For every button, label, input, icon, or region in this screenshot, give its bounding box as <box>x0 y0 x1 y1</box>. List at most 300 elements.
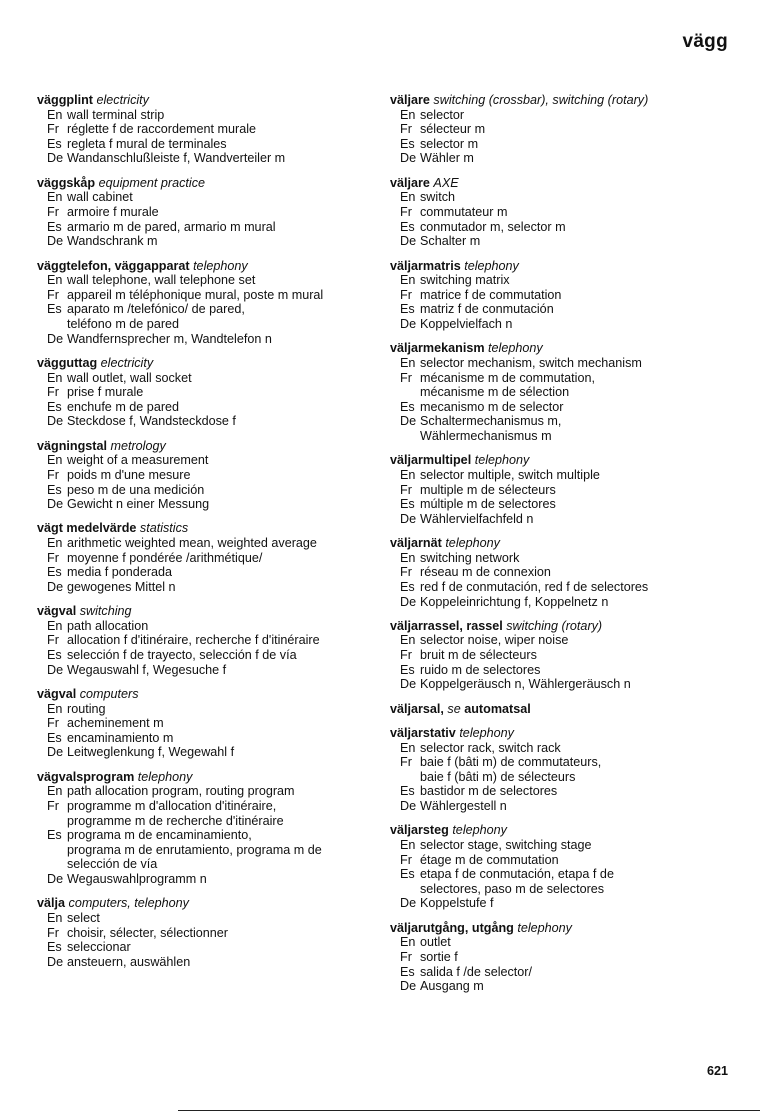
translation-line <box>390 122 740 137</box>
translation-line <box>37 536 382 551</box>
language-code: De <box>47 234 64 249</box>
translation-line <box>390 784 740 799</box>
language-code: De <box>400 979 417 994</box>
subject-field: equipment practice <box>98 175 206 190</box>
subject-field: switching (rotary) <box>506 618 603 633</box>
language-code: Fr <box>47 925 59 940</box>
translation-text: Wandanschlußleiste f, Wandverteiler m <box>67 151 286 166</box>
translation-text: armario m de pared, armario m mural <box>67 219 276 234</box>
translation-line <box>37 565 382 580</box>
translation-text: Koppeleinrichtung f, Koppelnetz n <box>420 594 609 609</box>
dictionary-entry <box>37 770 382 887</box>
headword-term: väljarmekanism <box>390 341 485 356</box>
subject-field: telephony <box>517 920 572 935</box>
bottom-rule <box>178 1110 760 1111</box>
headword-term: välja <box>37 896 66 911</box>
translation-text: selector noise, wiper noise <box>420 633 569 648</box>
dictionary-entry <box>37 521 382 594</box>
translation-line <box>37 137 382 152</box>
translation-text: ansteuern, auswählen <box>67 954 191 969</box>
dictionary-entry <box>390 536 740 609</box>
translation-text: programme m d'allocation d'itinéraire, <box>67 799 277 814</box>
translation-text: programme m de recherche d'itinéraire <box>67 813 284 828</box>
translation-line <box>37 151 382 166</box>
translation-line <box>37 648 382 663</box>
language-code: En <box>47 190 63 205</box>
translation-line <box>37 483 382 498</box>
translation-text: sortie f <box>420 949 458 964</box>
entry-headword <box>37 439 382 454</box>
translation-text: baie f (bâti m) de commutateurs, <box>420 755 602 770</box>
subject-field: telephony <box>459 725 514 740</box>
translation-line <box>390 741 740 756</box>
translation-text: wall outlet, wall socket <box>67 370 192 385</box>
translation-line <box>390 770 740 785</box>
translation-text: sélecteur m <box>420 122 486 137</box>
language-code: Es <box>47 940 62 955</box>
translation-text: allocation f d'itinéraire, recherche f d'itinéraire <box>67 633 320 648</box>
translation-line <box>37 234 382 249</box>
headword-term: väljare <box>390 93 430 107</box>
translation-text: path allocation <box>67 618 149 633</box>
language-code: En <box>47 370 63 385</box>
language-code: En <box>47 618 63 633</box>
language-code: Fr <box>47 633 59 648</box>
translation-line <box>390 799 740 814</box>
subject-field: switching <box>79 604 132 619</box>
subject-field: telephony <box>474 453 530 468</box>
translation-text: Wähler m <box>420 151 474 166</box>
translation-line <box>37 940 382 955</box>
translation-text: selector rack, switch rack <box>420 740 561 755</box>
language-code: Es <box>400 784 415 799</box>
entry-headword <box>390 823 740 838</box>
language-code: Es <box>47 730 62 745</box>
language-code <box>37 317 67 332</box>
translation-line <box>390 965 740 980</box>
entry-headword <box>390 536 740 551</box>
translation-text: Koppelvielfach n <box>420 317 513 332</box>
translation-line <box>37 453 382 468</box>
translation-text: Gewicht n einer Messung <box>67 497 210 512</box>
language-code: En <box>47 701 63 716</box>
translation-text: Koppelstufe f <box>420 896 494 911</box>
translation-text: salida f /de selector/ <box>420 964 533 979</box>
translation-text: Leitweglenkung f, Wegewahl f <box>67 745 235 760</box>
language-code: Fr <box>47 205 59 220</box>
translation-text: red f de conmutación, red f de selectores <box>420 579 649 594</box>
translation-line <box>390 648 740 663</box>
translation-text: bruit m de sélecteurs <box>420 648 537 663</box>
translation-line <box>37 190 382 205</box>
dictionary-entry <box>390 341 740 443</box>
entry-headword <box>37 93 382 108</box>
translation-text: baie f (bâti m) de sélecteurs <box>420 769 576 784</box>
translation-text: bastidor m de selectores <box>420 784 558 799</box>
headword-term: väljarsal, <box>390 701 444 716</box>
translation-line <box>390 853 740 868</box>
translation-text: múltiple m de selectores <box>420 497 556 512</box>
language-code: De <box>400 151 417 166</box>
language-code: En <box>400 356 416 370</box>
translation-line <box>37 317 382 332</box>
translation-text: programa m de enrutamiento, programa m de <box>67 842 322 857</box>
right-column <box>390 93 740 1003</box>
page-header-word: vägg <box>682 31 728 52</box>
language-code: En <box>400 633 416 648</box>
language-code: En <box>400 550 416 565</box>
language-code: De <box>400 896 417 911</box>
translation-text: Ausgang m <box>420 979 484 994</box>
translation-line <box>390 190 740 205</box>
dictionary-entry <box>390 619 740 692</box>
translation-line <box>390 882 740 897</box>
translation-line <box>390 950 740 965</box>
entry-headword <box>390 702 740 717</box>
translation-line <box>390 468 740 483</box>
translation-line <box>37 497 382 512</box>
translation-text: Wegauswahlprogramm n <box>67 871 207 886</box>
translation-text: switching matrix <box>420 273 510 288</box>
entry-headword <box>37 521 382 536</box>
language-code: Fr <box>400 565 412 580</box>
translation-text: enchufe m de pared <box>67 399 180 414</box>
language-code: De <box>400 234 417 249</box>
translation-line <box>37 911 382 926</box>
translation-line <box>37 273 382 288</box>
language-code: En <box>47 273 63 288</box>
headword-term: väggtelefon, väggapparat <box>37 258 190 273</box>
translation-line <box>390 595 740 610</box>
translation-text: étage m de commutation <box>420 852 559 867</box>
translation-text: mécanisme m de sélection <box>420 385 570 400</box>
language-code: Es <box>47 399 62 414</box>
translation-text: select <box>67 910 100 925</box>
entry-headword <box>37 259 382 274</box>
translation-line <box>37 551 382 566</box>
translation-text: selección f de trayecto, selección f de vía <box>67 648 297 663</box>
translation-text: selector mechanism, switch mechanism <box>420 356 642 370</box>
language-code: Es <box>400 662 415 677</box>
translation-text: choisir, sélecter, sélectionner <box>67 925 229 940</box>
language-code: Es <box>47 136 62 151</box>
language-code: De <box>400 511 417 526</box>
translation-line <box>390 302 740 317</box>
translation-line <box>37 716 382 731</box>
language-code: En <box>400 935 416 950</box>
dictionary-entry <box>37 93 382 166</box>
translation-text: selectores, paso m de selectores <box>420 881 605 896</box>
language-code: En <box>47 784 63 799</box>
language-code: De <box>47 414 64 429</box>
translation-line <box>37 784 382 799</box>
dictionary-entry <box>390 453 740 526</box>
translation-text: selector multiple, switch multiple <box>420 467 600 482</box>
translation-text: Schaltermechanismus m, <box>420 414 562 429</box>
translation-line <box>390 414 740 429</box>
translation-text: arithmetic weighted mean, weighted average <box>67 536 317 551</box>
language-code: Es <box>47 302 62 317</box>
language-code: Fr <box>400 122 412 137</box>
translation-text: Steckdose f, Wandsteckdose f <box>67 414 236 429</box>
translation-line <box>390 483 740 498</box>
translation-text: matriz f de conmutación <box>420 302 554 317</box>
language-code: De <box>400 317 417 332</box>
subject-field: telephony <box>488 341 543 356</box>
headword-term: väggskåp <box>37 175 96 190</box>
translation-line <box>37 205 382 220</box>
translation-text: moyenne f pondérée /arithmétique/ <box>67 550 263 565</box>
translation-line <box>37 731 382 746</box>
translation-text: regleta f mural de terminales <box>67 136 227 151</box>
language-code: Fr <box>47 385 59 400</box>
translation-text: peso m de una medición <box>67 482 205 497</box>
subject-field: switching (crossbar), switching (rotary) <box>433 93 649 107</box>
translation-line <box>37 619 382 634</box>
subject-field: computers <box>79 686 139 701</box>
translation-line <box>37 955 382 970</box>
translation-text: Wählergestell n <box>420 799 507 814</box>
entry-headword <box>37 687 382 702</box>
language-code: De <box>400 414 417 429</box>
entry-headword <box>37 356 382 371</box>
dictionary-entry <box>390 259 740 332</box>
headword-term: väljarsteg <box>390 823 449 838</box>
subject-field: computers, telephony <box>68 896 189 911</box>
translation-text: weight of a measurement <box>67 453 209 468</box>
entry-headword <box>390 453 740 468</box>
translation-line <box>390 385 740 400</box>
translation-line <box>37 400 382 415</box>
translation-line <box>37 108 382 123</box>
translation-line <box>390 234 740 249</box>
language-code: Es <box>47 482 62 497</box>
translation-line <box>390 867 740 882</box>
language-code: Fr <box>400 949 412 964</box>
language-code: En <box>47 453 63 468</box>
translation-text: armoire f murale <box>67 205 159 220</box>
dictionary-entry <box>390 702 740 717</box>
translation-line <box>390 512 740 527</box>
translation-text: prise f murale <box>67 385 144 400</box>
translation-line <box>37 926 382 941</box>
translation-text: teléfono m de pared <box>67 317 180 332</box>
language-code: Es <box>400 136 415 151</box>
language-code: De <box>47 745 64 760</box>
dictionary-entry <box>37 259 382 347</box>
language-code: Es <box>47 648 62 663</box>
translation-line <box>37 663 382 678</box>
language-code: Fr <box>400 482 412 497</box>
translation-text: selección de vía <box>67 857 158 872</box>
translation-text: selector <box>420 107 465 122</box>
translation-line <box>37 702 382 717</box>
language-code: Fr <box>400 205 412 220</box>
subject-field: telephony <box>452 823 507 838</box>
translation-line <box>37 580 382 595</box>
language-code: Fr <box>47 716 59 731</box>
translation-line <box>390 220 740 235</box>
language-code <box>37 814 67 829</box>
translation-line <box>37 385 382 400</box>
dictionary-entry <box>390 823 740 911</box>
translation-text: encaminamiento m <box>67 730 174 745</box>
entry-headword <box>37 770 382 785</box>
translation-text: programa m de encaminamiento, <box>67 828 252 843</box>
language-code: De <box>47 331 64 346</box>
translation-text: appareil m téléphonique mural, poste m mural <box>67 287 324 302</box>
language-code: Fr <box>400 755 412 770</box>
translation-line <box>37 745 382 760</box>
translation-line <box>37 872 382 887</box>
translation-text: mécanisme m de commutation, <box>420 370 595 385</box>
translation-line <box>390 979 740 994</box>
left-column <box>37 93 382 979</box>
headword-term: väggplint <box>37 93 93 107</box>
translation-line <box>390 400 740 415</box>
language-code <box>390 770 420 785</box>
language-code: De <box>47 497 64 512</box>
headword-term: väljare <box>390 175 430 190</box>
subject-field: telephony <box>193 258 248 273</box>
translation-line <box>37 371 382 386</box>
language-code: Es <box>400 219 415 234</box>
language-code: Es <box>47 219 62 234</box>
dictionary-entry <box>37 604 382 677</box>
subject-field: telephony <box>464 258 519 273</box>
language-code <box>37 843 67 858</box>
language-code: De <box>400 677 417 692</box>
language-code: Es <box>400 579 415 594</box>
headword-term: vägval <box>37 604 77 619</box>
translation-line <box>37 828 382 843</box>
headword-term: vägval <box>37 686 77 701</box>
dictionary-entry <box>390 93 740 166</box>
translation-line <box>37 633 382 648</box>
translation-text: Wandschrank m <box>67 234 158 249</box>
entry-headword <box>37 176 382 191</box>
language-code: Fr <box>400 852 412 867</box>
language-code: Es <box>400 399 415 414</box>
headword-term: vägvalsprogram <box>37 769 135 784</box>
translation-text: selector stage, switching stage <box>420 838 592 852</box>
language-code: Fr <box>47 799 59 814</box>
translation-text: mecanismo m de selector <box>420 399 564 414</box>
translation-text: Wandfernsprecher m, Wandtelefon n <box>67 331 272 346</box>
translation-text: Wählermechanismus m <box>420 428 552 443</box>
entry-headword <box>390 921 740 936</box>
translation-text: réglette f de raccordement murale <box>67 122 256 137</box>
translation-line <box>390 108 740 123</box>
entry-headword <box>390 341 740 356</box>
headword-term: väljarmatris <box>390 258 461 273</box>
language-code <box>37 857 67 872</box>
translation-text: Wegauswahl f, Wegesuche f <box>67 662 227 677</box>
translation-text: wall telephone, wall telephone set <box>67 273 256 288</box>
language-code: De <box>400 594 417 609</box>
subject-field: metrology <box>110 438 166 453</box>
entry-headword <box>390 619 740 634</box>
language-code <box>390 429 420 444</box>
translation-text: seleccionar <box>67 940 131 955</box>
translation-line <box>390 838 740 853</box>
language-code: En <box>47 107 63 122</box>
translation-line <box>390 429 740 444</box>
language-code: Es <box>400 302 415 317</box>
language-code: De <box>47 151 64 166</box>
translation-line <box>390 580 740 595</box>
headword-term: väljarstativ <box>390 725 456 740</box>
translation-line <box>37 468 382 483</box>
translation-line <box>390 371 740 386</box>
translation-text: switch <box>420 190 455 205</box>
translation-text: poids m d'une mesure <box>67 467 191 482</box>
translation-text: selector m <box>420 136 479 151</box>
translation-line <box>390 288 740 303</box>
translation-line <box>390 137 740 152</box>
entry-headword <box>37 896 382 911</box>
entry-headword <box>390 726 740 741</box>
translation-line <box>390 317 740 332</box>
translation-line <box>37 814 382 829</box>
translation-line <box>390 663 740 678</box>
translation-text: Koppelgeräusch n, Wählergeräusch n <box>420 677 631 692</box>
translation-text: Wählervielfachfeld n <box>420 511 534 526</box>
language-code <box>390 882 420 897</box>
subject-field: statistics <box>139 521 189 536</box>
translation-text: media f ponderada <box>67 565 173 580</box>
headword-term: vägt medelvärde <box>37 521 137 536</box>
subject-field: electricity <box>100 355 154 370</box>
translation-text: multiple m de sélecteurs <box>420 482 556 497</box>
language-code: En <box>47 910 63 925</box>
dictionary-entry <box>390 921 740 994</box>
translation-line <box>37 220 382 235</box>
language-code: Fr <box>400 370 412 385</box>
translation-text: acheminement m <box>67 716 164 731</box>
translation-line <box>37 288 382 303</box>
translation-line <box>390 565 740 580</box>
language-code: Fr <box>47 550 59 565</box>
translation-text: etapa f de conmutación, etapa f de <box>420 867 614 882</box>
language-code: En <box>400 190 416 205</box>
language-code: En <box>400 273 416 288</box>
translation-line <box>390 755 740 770</box>
dictionary-entry <box>37 896 382 969</box>
headword-term: vägguttag <box>37 355 98 370</box>
translation-line <box>390 497 740 512</box>
translation-text: wall cabinet <box>67 190 133 205</box>
dictionary-entry <box>37 687 382 760</box>
dictionary-entry <box>390 726 740 814</box>
dictionary-entry <box>37 439 382 512</box>
language-code: De <box>47 871 64 886</box>
language-code: Es <box>47 565 62 580</box>
translation-line <box>390 896 740 911</box>
translation-text: réseau m de connexion <box>420 565 551 580</box>
entry-headword <box>390 93 740 108</box>
translation-line <box>37 843 382 858</box>
translation-text: switching network <box>420 550 520 565</box>
translation-line <box>390 633 740 648</box>
translation-text: path allocation program, routing program <box>67 784 295 799</box>
entry-headword <box>390 259 740 274</box>
translation-line <box>390 677 740 692</box>
headword-term: väljarutgång, utgång <box>390 920 514 935</box>
translation-line <box>37 857 382 872</box>
language-code: Es <box>400 497 415 512</box>
language-code: Fr <box>47 287 59 302</box>
